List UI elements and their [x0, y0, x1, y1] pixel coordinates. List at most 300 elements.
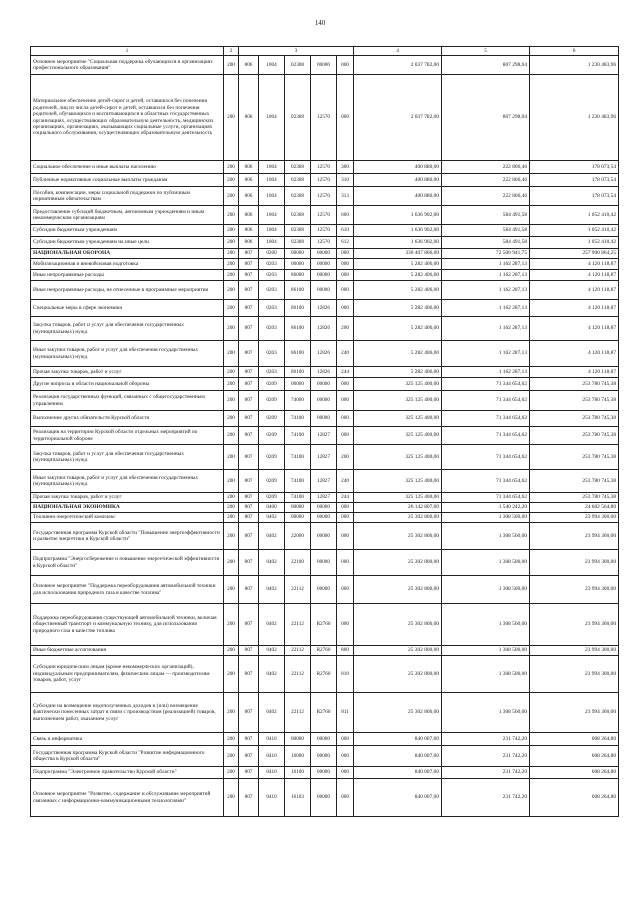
- row-code-ministry: 807: [239, 733, 259, 746]
- row-code-section: 0402: [259, 693, 285, 733]
- row-code-expense-type: 000: [337, 270, 354, 281]
- row-code-admin: 200: [224, 391, 239, 411]
- row-code-direction: 12570: [311, 187, 337, 206]
- row-code-target: 74100: [285, 411, 311, 427]
- row-value-executed: 231 742,20: [442, 733, 530, 746]
- row-code-target: 02308: [285, 56, 311, 75]
- row-code-direction: R2760: [311, 604, 337, 646]
- row-code-direction: 12827: [311, 427, 337, 445]
- row-code-admin: 200: [224, 317, 239, 341]
- row-code-expense-type: 000: [337, 391, 354, 411]
- row-code-section: 0203: [259, 341, 285, 367]
- row-value-plan: 25 302 800,00: [354, 513, 442, 523]
- row-code-section: 0209: [259, 391, 285, 411]
- header-row: [31, 47, 619, 56]
- row-code-admin: 200: [224, 733, 239, 746]
- row-value-executed: 1 308 500,00: [442, 513, 530, 523]
- table-row: [31, 767, 619, 779]
- row-code-target: 22100: [285, 550, 311, 576]
- table-row: [31, 523, 619, 550]
- row-code-expense-type: 000: [337, 767, 354, 779]
- row-value-remaining: 23 994 300,00: [530, 646, 619, 656]
- row-name: Закупка товаров, работ и услуг для обеспечения государственных (муниципальных) нужд: [31, 445, 224, 470]
- row-value-executed: 72 506 941,75: [442, 249, 530, 259]
- row-value-remaining: 608 264,80: [530, 746, 619, 767]
- row-value-plan: 2 037 782,00: [354, 56, 442, 75]
- row-code-ministry: 807: [239, 445, 259, 470]
- row-code-admin: 200: [224, 411, 239, 427]
- row-code-expense-type: 000: [337, 56, 354, 75]
- row-code-admin: 200: [224, 646, 239, 656]
- row-code-section: 0410: [259, 746, 285, 767]
- row-code-direction: 00000: [311, 746, 337, 767]
- table-row: [31, 411, 619, 427]
- row-name: Закупка товаров, работ и услуг для обеспечения государственных (муниципальных) нужд: [31, 317, 224, 341]
- table-row: [31, 779, 619, 817]
- row-code-expense-type: 810: [337, 656, 354, 693]
- row-code-expense-type: 000: [337, 779, 354, 817]
- row-value-executed: 71 344 654,62: [442, 470, 530, 493]
- row-code-direction: 12826: [311, 300, 337, 317]
- row-value-remaining: 257 900 864,25: [530, 249, 619, 259]
- row-code-admin: 200: [224, 656, 239, 693]
- row-code-ministry: 806: [239, 174, 259, 187]
- row-value-executed: 71 344 654,62: [442, 493, 530, 503]
- header-col-name: 1: [31, 47, 224, 56]
- row-code-target: 74100: [285, 445, 311, 470]
- row-code-section: 0402: [259, 513, 285, 523]
- row-code-direction: 12827: [311, 470, 337, 493]
- row-code-ministry: 807: [239, 779, 259, 817]
- row-code-target: 02308: [285, 174, 311, 187]
- row-code-target: 00000: [285, 249, 311, 259]
- row-code-section: 0410: [259, 767, 285, 779]
- row-code-direction: 00000: [311, 259, 337, 270]
- row-code-admin: 200: [224, 445, 239, 470]
- table-row: [31, 513, 619, 523]
- row-code-target: 86100: [285, 317, 311, 341]
- row-code-section: 0209: [259, 378, 285, 391]
- table-row: [31, 550, 619, 576]
- row-value-executed: 1 162 287,13: [442, 300, 530, 317]
- row-value-remaining: 253 780 745,38: [530, 493, 619, 503]
- table-row: [31, 733, 619, 746]
- table-row: [31, 656, 619, 693]
- row-code-section: 0203: [259, 367, 285, 378]
- row-name: Основное мероприятие "Социальная поддержка обучающихся в организациях профессионального образования": [31, 56, 224, 75]
- row-value-executed: 222 806,46: [442, 161, 530, 174]
- row-code-section: 1004: [259, 161, 285, 174]
- row-name: Субсидии на возмещение недополученных доходов и (или) возмещение фактически понесенных затрат в связи с производством (реализацией) товаров, выполнением работ, оказанием услуг: [31, 693, 224, 733]
- row-value-remaining: 4 120 118,87: [530, 259, 619, 270]
- row-code-expense-type: 240: [337, 470, 354, 493]
- row-value-executed: 584 491,58: [442, 225, 530, 237]
- row-name: Иные закупки товаров, работ и услуг для обеспечения государственных (муниципальных) нужд: [31, 470, 224, 493]
- row-value-plan: 400 880,00: [354, 187, 442, 206]
- row-code-direction: 12826: [311, 367, 337, 378]
- row-code-direction: 00000: [311, 767, 337, 779]
- row-name: Прочая закупка товаров, работ и услуг: [31, 493, 224, 503]
- row-code-target: 22112: [285, 576, 311, 604]
- row-value-executed: 231 742,20: [442, 767, 530, 779]
- row-code-expense-type: 200: [337, 445, 354, 470]
- row-code-section: 0410: [259, 733, 285, 746]
- row-code-admin: 200: [224, 259, 239, 270]
- row-code-target: 02308: [285, 237, 311, 249]
- row-code-direction: 00000: [311, 391, 337, 411]
- row-value-remaining: 1 052 410,42: [530, 225, 619, 237]
- row-code-target: 00000: [285, 259, 311, 270]
- row-value-remaining: 1 052 410,42: [530, 206, 619, 225]
- row-name: Иные непрограммные расходы: [31, 270, 224, 281]
- table-row: [31, 341, 619, 367]
- row-code-section: 0402: [259, 604, 285, 646]
- table-row: [31, 225, 619, 237]
- row-code-section: 0203: [259, 259, 285, 270]
- row-value-executed: 807 298,04: [442, 56, 530, 75]
- row-code-section: 0402: [259, 523, 285, 550]
- row-code-target: 22112: [285, 656, 311, 693]
- row-value-executed: 71 344 654,62: [442, 445, 530, 470]
- row-value-plan: 840 007,00: [354, 779, 442, 817]
- row-code-section: 1004: [259, 75, 285, 161]
- row-value-remaining: 4 120 118,87: [530, 317, 619, 341]
- row-name: Специальные меры в сфере экономики: [31, 300, 224, 317]
- row-code-expense-type: 000: [337, 378, 354, 391]
- row-code-direction: 00000: [311, 779, 337, 817]
- row-value-remaining: 178 073,54: [530, 174, 619, 187]
- table-row: [31, 427, 619, 445]
- page-number: 140: [314, 19, 326, 27]
- row-code-ministry: 807: [239, 503, 259, 513]
- row-code-section: 0209: [259, 427, 285, 445]
- row-code-admin: 200: [224, 225, 239, 237]
- row-value-remaining: 4 120 118,87: [530, 367, 619, 378]
- row-code-section: 0402: [259, 550, 285, 576]
- row-value-plan: 1 636 902,00: [354, 225, 442, 237]
- row-code-admin: 200: [224, 341, 239, 367]
- row-value-remaining: 23 994 300,00: [530, 550, 619, 576]
- row-code-ministry: 807: [239, 391, 259, 411]
- table-row: [31, 470, 619, 493]
- row-code-expense-type: 000: [337, 75, 354, 161]
- row-value-plan: 840 007,00: [354, 746, 442, 767]
- row-code-direction: 00000: [311, 576, 337, 604]
- row-value-plan: 5 282 406,00: [354, 259, 442, 270]
- table-row: [31, 646, 619, 656]
- row-value-remaining: 253 780 745,38: [530, 445, 619, 470]
- row-code-expense-type: 000: [337, 604, 354, 646]
- table-row: [31, 281, 619, 300]
- row-code-direction: 00000: [311, 513, 337, 523]
- row-value-executed: 1 308 500,00: [442, 693, 530, 733]
- row-code-section: 0402: [259, 646, 285, 656]
- table-row: [31, 378, 619, 391]
- table-row: [31, 391, 619, 411]
- row-code-ministry: 807: [239, 656, 259, 693]
- row-code-target: 74100: [285, 470, 311, 493]
- row-code-direction: 00000: [311, 411, 337, 427]
- row-code-admin: 200: [224, 249, 239, 259]
- row-code-direction: 00000: [311, 523, 337, 550]
- row-value-plan: 5 282 406,00: [354, 317, 442, 341]
- row-code-direction: 12826: [311, 341, 337, 367]
- row-name: Иные непрограммные расходы, не отнесенные в программные мероприятия: [31, 281, 224, 300]
- row-value-plan: 25 302 800,00: [354, 604, 442, 646]
- row-value-plan: 325 125 400,00: [354, 493, 442, 503]
- row-code-ministry: 807: [239, 341, 259, 367]
- table-row: [31, 693, 619, 733]
- row-code-section: 0200: [259, 249, 285, 259]
- row-code-expense-type: 300: [337, 161, 354, 174]
- row-code-admin: 200: [224, 56, 239, 75]
- row-value-plan: 1 636 902,00: [354, 206, 442, 225]
- row-code-expense-type: 000: [337, 513, 354, 523]
- row-value-executed: 222 806,46: [442, 174, 530, 187]
- row-code-section: 0209: [259, 470, 285, 493]
- row-name: Подпрограмма "Энергосбережение и повышение энергетической эффективности в Курской области": [31, 550, 224, 576]
- row-value-remaining: 178 073,54: [530, 161, 619, 174]
- table-row: [31, 493, 619, 503]
- row-code-ministry: 806: [239, 225, 259, 237]
- row-code-ministry: 806: [239, 237, 259, 249]
- row-value-plan: 5 282 406,00: [354, 281, 442, 300]
- row-code-expense-type: 600: [337, 206, 354, 225]
- row-value-executed: 1 308 500,00: [442, 656, 530, 693]
- row-code-section: 0209: [259, 493, 285, 503]
- row-code-section: 0402: [259, 656, 285, 693]
- row-code-direction: 12827: [311, 445, 337, 470]
- row-code-section: 0203: [259, 300, 285, 317]
- row-value-remaining: 253 780 745,38: [530, 427, 619, 445]
- row-code-section: 0203: [259, 317, 285, 341]
- row-code-admin: 200: [224, 779, 239, 817]
- row-value-remaining: 1 230 483,96: [530, 75, 619, 161]
- row-code-admin: 200: [224, 427, 239, 445]
- row-code-target: 86100: [285, 300, 311, 317]
- row-value-executed: 1 162 287,13: [442, 270, 530, 281]
- table-row: [31, 576, 619, 604]
- row-code-target: 02308: [285, 225, 311, 237]
- row-code-ministry: 807: [239, 604, 259, 646]
- row-code-target: 16000: [285, 746, 311, 767]
- row-code-ministry: 806: [239, 75, 259, 161]
- row-value-remaining: 1 052 410,42: [530, 237, 619, 249]
- row-value-remaining: 23 994 300,00: [530, 513, 619, 523]
- row-code-direction: 00000: [311, 733, 337, 746]
- row-value-plan: 325 125 400,00: [354, 411, 442, 427]
- table-row: [31, 300, 619, 317]
- row-value-plan: 840 007,00: [354, 767, 442, 779]
- table-row: [31, 75, 619, 161]
- row-value-executed: 1 308 500,00: [442, 576, 530, 604]
- row-value-plan: 330 407 806,00: [354, 249, 442, 259]
- row-name: Иные закупки товаров, работ и услуг для обеспечения государственных (муниципальных) нужд: [31, 341, 224, 367]
- row-code-target: 22000: [285, 523, 311, 550]
- row-code-target: 74100: [285, 493, 311, 503]
- row-code-target: 02308: [285, 161, 311, 174]
- row-value-plan: 325 125 400,00: [354, 378, 442, 391]
- row-code-section: 0203: [259, 281, 285, 300]
- row-code-expense-type: 800: [337, 646, 354, 656]
- row-value-plan: 325 125 400,00: [354, 470, 442, 493]
- row-code-target: 86100: [285, 281, 311, 300]
- row-code-section: 0209: [259, 445, 285, 470]
- row-code-target: 22112: [285, 646, 311, 656]
- row-value-remaining: 178 073,54: [530, 187, 619, 206]
- row-code-direction: 00000: [311, 270, 337, 281]
- row-value-remaining: 4 120 118,87: [530, 300, 619, 317]
- row-code-admin: 200: [224, 237, 239, 249]
- row-code-admin: 200: [224, 206, 239, 225]
- row-code-ministry: 806: [239, 187, 259, 206]
- row-code-ministry: 807: [239, 367, 259, 378]
- row-code-ministry: 807: [239, 300, 259, 317]
- row-code-expense-type: 000: [337, 259, 354, 270]
- row-code-ministry: 807: [239, 576, 259, 604]
- row-code-direction: 00000: [311, 56, 337, 75]
- row-name: Основное мероприятие "Поддержка переоборудования автомобильной техники для использования природного газа в качестве топлива": [31, 576, 224, 604]
- table-row: [31, 174, 619, 187]
- row-code-expense-type: 612: [337, 237, 354, 249]
- header-col-classification: 3: [239, 47, 354, 56]
- budget-table: [30, 46, 619, 817]
- row-code-target: 02308: [285, 206, 311, 225]
- row-code-direction: 00000: [311, 378, 337, 391]
- row-value-remaining: 24 602 564,80: [530, 503, 619, 513]
- row-code-expense-type: 000: [337, 550, 354, 576]
- row-code-direction: 00000: [311, 249, 337, 259]
- row-code-target: 86100: [285, 367, 311, 378]
- row-code-ministry: 807: [239, 493, 259, 503]
- row-value-executed: 222 806,46: [442, 187, 530, 206]
- row-value-remaining: 253 780 745,38: [530, 470, 619, 493]
- row-code-section: 1004: [259, 174, 285, 187]
- row-code-admin: 200: [224, 270, 239, 281]
- row-code-target: 02308: [285, 187, 311, 206]
- row-code-section: 0402: [259, 576, 285, 604]
- row-code-expense-type: 000: [337, 733, 354, 746]
- row-code-admin: 200: [224, 187, 239, 206]
- row-code-expense-type: 000: [337, 576, 354, 604]
- row-code-ministry: 807: [239, 767, 259, 779]
- row-code-direction: 12570: [311, 75, 337, 161]
- row-code-section: 0203: [259, 270, 285, 281]
- row-name: Иные бюджетные ассигнования: [31, 646, 224, 656]
- row-code-target: 00000: [285, 513, 311, 523]
- row-code-expense-type: 244: [337, 367, 354, 378]
- row-code-ministry: 806: [239, 56, 259, 75]
- row-name: НАЦИОНАЛЬНАЯ ОБОРОНА: [31, 249, 224, 259]
- row-name: Поддержка переоборудования существующей автомобильной техники, включая общественный транспорт и коммунальную технику, для использования природного газа в качестве топлива: [31, 604, 224, 646]
- row-code-direction: 12570: [311, 174, 337, 187]
- row-name: Субсидии бюджетным учреждениям на иные цели: [31, 237, 224, 249]
- row-code-ministry: 807: [239, 317, 259, 341]
- row-value-plan: 25 302 800,00: [354, 693, 442, 733]
- row-value-plan: 5 282 406,00: [354, 367, 442, 378]
- row-value-plan: 26 142 807,00: [354, 503, 442, 513]
- table-row: [31, 56, 619, 75]
- row-code-section: 1004: [259, 225, 285, 237]
- row-name: Связь и информатика: [31, 733, 224, 746]
- row-code-expense-type: 310: [337, 174, 354, 187]
- row-name: Пособия, компенсации, меры социальной поддержки по публичным нормативным обязательствам: [31, 187, 224, 206]
- row-code-expense-type: 000: [337, 523, 354, 550]
- table-row: [31, 259, 619, 270]
- table-row: [31, 317, 619, 341]
- row-value-plan: 840 007,00: [354, 733, 442, 746]
- row-name: Публичные нормативные социальные выплаты гражданам: [31, 174, 224, 187]
- row-code-expense-type: 000: [337, 249, 354, 259]
- row-code-target: 74000: [285, 391, 311, 411]
- row-code-section: 1004: [259, 56, 285, 75]
- row-code-expense-type: 244: [337, 493, 354, 503]
- row-code-ministry: 807: [239, 470, 259, 493]
- row-code-expense-type: 313: [337, 187, 354, 206]
- row-value-executed: 1 308 500,00: [442, 523, 530, 550]
- row-code-section: 1004: [259, 187, 285, 206]
- row-code-ministry: 807: [239, 513, 259, 523]
- row-code-direction: 12570: [311, 237, 337, 249]
- row-value-executed: 71 344 654,62: [442, 411, 530, 427]
- row-code-direction: 00000: [311, 550, 337, 576]
- table-row: [31, 746, 619, 767]
- row-code-expense-type: 000: [337, 427, 354, 445]
- row-value-executed: 1 162 287,13: [442, 367, 530, 378]
- row-name: Реализация на территории Курской области отдельных мероприятий по территориальной обороне: [31, 427, 224, 445]
- row-name: Субсидии юридическим лицам (кроме некоммерческих организаций), индивидуальным предпринимателям, физическим лицам — производителям товаров, работ, услуг: [31, 656, 224, 693]
- row-value-remaining: 4 120 118,87: [530, 281, 619, 300]
- row-code-direction: 12570: [311, 206, 337, 225]
- table-row: [31, 367, 619, 378]
- row-value-plan: 325 125 400,00: [354, 445, 442, 470]
- row-code-direction: 12570: [311, 225, 337, 237]
- row-value-plan: 1 636 902,00: [354, 237, 442, 249]
- row-code-admin: 200: [224, 576, 239, 604]
- row-value-remaining: 4 120 118,87: [530, 341, 619, 367]
- row-code-ministry: 807: [239, 693, 259, 733]
- table-row: [31, 445, 619, 470]
- row-value-remaining: 253 780 745,38: [530, 391, 619, 411]
- row-code-expense-type: 200: [337, 317, 354, 341]
- row-name: Реализация государственных функций, связанных с общегосударственным управлением: [31, 391, 224, 411]
- row-code-direction: R2760: [311, 646, 337, 656]
- row-value-remaining: 23 994 300,00: [530, 604, 619, 646]
- row-code-expense-type: 000: [337, 746, 354, 767]
- row-code-admin: 200: [224, 523, 239, 550]
- row-code-section: 0400: [259, 503, 285, 513]
- row-value-remaining: 253 780 745,38: [530, 411, 619, 427]
- row-code-target: 00000: [285, 733, 311, 746]
- row-code-expense-type: 811: [337, 693, 354, 733]
- row-code-admin: 200: [224, 767, 239, 779]
- row-value-executed: 1 162 287,13: [442, 259, 530, 270]
- table-row: [31, 161, 619, 174]
- row-name: Государственная программа Курской области "Повышение энергоэффективности и развитие энергетики в Курской области": [31, 523, 224, 550]
- row-code-admin: 200: [224, 300, 239, 317]
- row-code-admin: 200: [224, 281, 239, 300]
- row-code-target: 16100: [285, 767, 311, 779]
- row-code-admin: 200: [224, 503, 239, 513]
- row-code-section: 0209: [259, 411, 285, 427]
- row-value-remaining: 608 264,80: [530, 733, 619, 746]
- row-code-target: 22112: [285, 693, 311, 733]
- row-value-plan: 25 302 800,00: [354, 646, 442, 656]
- row-value-remaining: 4 120 118,87: [530, 270, 619, 281]
- row-code-admin: 200: [224, 604, 239, 646]
- row-value-plan: 5 282 406,00: [354, 341, 442, 367]
- row-code-section: 0410: [259, 779, 285, 817]
